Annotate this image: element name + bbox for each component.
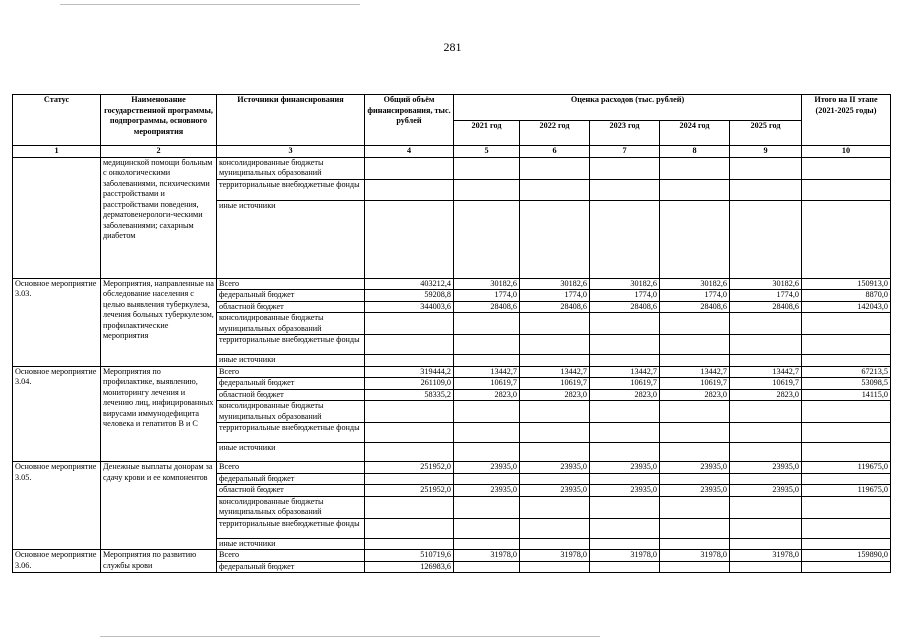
total-value-cell xyxy=(365,355,454,367)
scan-artifact xyxy=(100,636,600,637)
year-value-cell xyxy=(590,538,660,550)
year-value-cell xyxy=(454,401,520,423)
year-value-cell: 23935,0 xyxy=(454,485,520,497)
header-stage-total: Итого на II этапе (2021-2025 годы) xyxy=(802,95,891,146)
year-value-cell xyxy=(660,179,730,200)
budget-table xyxy=(12,94,891,573)
stage-total-cell xyxy=(802,443,891,462)
status-cell xyxy=(13,157,101,278)
year-value-cell xyxy=(454,179,520,200)
year-value-cell: 28408,6 xyxy=(454,301,520,313)
activity-name-cell: Мероприятия, направленные на обследование населения с целью выявления туберкулеза, лечения больных туберкулезом, профилактические мероприятия xyxy=(101,278,217,366)
year-value-cell xyxy=(454,561,520,573)
year-value-cell xyxy=(730,157,802,179)
stage-total-cell: 159890,0 xyxy=(802,550,891,562)
year-value-cell: 31978,0 xyxy=(590,550,660,562)
year-value-cell xyxy=(660,473,730,485)
stage-total-cell: 119675,0 xyxy=(802,485,891,497)
col-number: 5 xyxy=(454,146,520,158)
year-value-cell xyxy=(590,423,660,443)
year-value-cell xyxy=(590,473,660,485)
year-value-cell xyxy=(454,355,520,367)
header-sources: Источники финансирования xyxy=(217,95,365,146)
stage-total-cell: 150913,0 xyxy=(802,278,891,290)
total-value-cell xyxy=(365,335,454,355)
source-cell: федеральный бюджет xyxy=(217,473,365,485)
status-cell: Основное мероприятие 3.04. xyxy=(13,366,101,462)
col-number: 9 xyxy=(730,146,802,158)
total-value-cell xyxy=(365,423,454,443)
year-value-cell xyxy=(454,443,520,462)
year-value-cell: 23935,0 xyxy=(590,485,660,497)
total-value-cell xyxy=(365,157,454,179)
year-value-cell xyxy=(590,518,660,538)
year-value-cell xyxy=(520,157,590,179)
year-value-cell xyxy=(730,335,802,355)
stage-total-cell xyxy=(802,518,891,538)
stage-total-cell xyxy=(802,473,891,485)
year-value-cell xyxy=(590,200,660,278)
year-value-cell: 23935,0 xyxy=(660,485,730,497)
year-value-cell: 28408,6 xyxy=(730,301,802,313)
year-value-cell xyxy=(660,518,730,538)
year-value-cell xyxy=(660,443,730,462)
year-value-cell xyxy=(730,538,802,550)
column-number-row xyxy=(13,146,891,158)
year-value-cell xyxy=(520,313,590,335)
source-cell: Всего xyxy=(217,278,365,290)
year-value-cell: 2823,0 xyxy=(730,389,802,401)
year-value-cell: 13442,7 xyxy=(520,366,590,378)
year-value-cell xyxy=(590,443,660,462)
year-value-cell: 28408,6 xyxy=(660,301,730,313)
year-value-cell: 2823,0 xyxy=(590,389,660,401)
year-value-cell xyxy=(520,423,590,443)
stage-total-cell: 67213,5 xyxy=(802,366,891,378)
source-cell: иные источники xyxy=(217,355,365,367)
total-value-cell xyxy=(365,518,454,538)
activity-name-cell: Мероприятия по профилактике, выявлению, мониторингу лечения и лечению лиц, инфицированных вирусами иммунодефицита человека и гепатитов В и С xyxy=(101,366,217,462)
header-estimate: Оценка расходов (тыс. рублей) xyxy=(454,95,802,121)
scan-artifact xyxy=(60,4,360,5)
year-value-cell xyxy=(590,179,660,200)
year-value-cell xyxy=(660,423,730,443)
year-value-cell xyxy=(730,443,802,462)
total-value-cell xyxy=(365,443,454,462)
year-value-cell: 28408,6 xyxy=(520,301,590,313)
year-value-cell xyxy=(660,335,730,355)
col-number: 8 xyxy=(660,146,730,158)
source-cell: консолидированные бюджеты муниципальных образований xyxy=(217,496,365,518)
stage-total-cell xyxy=(802,313,891,335)
year-value-cell: 10619,7 xyxy=(660,378,730,390)
stage-total-cell xyxy=(802,157,891,179)
year-value-cell: 1774,0 xyxy=(730,290,802,302)
source-cell: Всего xyxy=(217,366,365,378)
year-value-cell xyxy=(520,179,590,200)
total-value-cell xyxy=(365,473,454,485)
stage-total-cell xyxy=(802,538,891,550)
year-value-cell xyxy=(730,401,802,423)
source-cell: Всего xyxy=(217,462,365,474)
source-cell: иные источники xyxy=(217,443,365,462)
source-cell: федеральный бюджет xyxy=(217,378,365,390)
year-value-cell xyxy=(660,496,730,518)
col-number: 6 xyxy=(520,146,590,158)
source-cell: Всего xyxy=(217,550,365,562)
table-row xyxy=(13,462,891,474)
year-value-cell: 1774,0 xyxy=(590,290,660,302)
year-value-cell: 23935,0 xyxy=(590,462,660,474)
col-number: 10 xyxy=(802,146,891,158)
source-cell: территориальные внебюджетные фонды xyxy=(217,518,365,538)
year-value-cell xyxy=(590,335,660,355)
total-value-cell: 403212,4 xyxy=(365,278,454,290)
source-cell: территориальные внебюджетные фонды xyxy=(217,335,365,355)
year-value-cell xyxy=(454,496,520,518)
table-body xyxy=(13,157,891,573)
total-value-cell: 510719,6 xyxy=(365,550,454,562)
year-value-cell: 13442,7 xyxy=(660,366,730,378)
year-value-cell: 31978,0 xyxy=(454,550,520,562)
year-value-cell: 30182,6 xyxy=(660,278,730,290)
source-cell: иные источники xyxy=(217,538,365,550)
year-value-cell xyxy=(454,313,520,335)
year-value-cell: 31978,0 xyxy=(730,550,802,562)
header-year: 2023 год xyxy=(590,120,660,146)
stage-total-cell: 14115,0 xyxy=(802,389,891,401)
year-value-cell xyxy=(590,157,660,179)
year-value-cell xyxy=(730,518,802,538)
year-value-cell: 28408,6 xyxy=(590,301,660,313)
header-year: 2025 год xyxy=(730,120,802,146)
stage-total-cell xyxy=(802,423,891,443)
stage-total-cell xyxy=(802,401,891,423)
source-cell: федеральный бюджет xyxy=(217,561,365,573)
source-cell: территориальные внебюджетные фонды xyxy=(217,423,365,443)
activity-name-cell: Денежные выплаты донорам за сдачу крови и ее компонентов xyxy=(101,462,217,550)
header-year: 2021 год xyxy=(454,120,520,146)
table-row xyxy=(13,278,891,290)
year-value-cell xyxy=(454,335,520,355)
source-cell: консолидированные бюджеты муниципальных образований xyxy=(217,401,365,423)
year-value-cell xyxy=(660,355,730,367)
status-cell: Основное мероприятие 3.06. xyxy=(13,550,101,573)
year-value-cell xyxy=(520,443,590,462)
year-value-cell xyxy=(730,473,802,485)
year-value-cell xyxy=(660,401,730,423)
total-value-cell xyxy=(365,401,454,423)
source-cell: консолидированные бюджеты муниципальных образований xyxy=(217,313,365,335)
year-value-cell xyxy=(730,355,802,367)
year-value-cell: 23935,0 xyxy=(730,485,802,497)
year-value-cell xyxy=(454,423,520,443)
stage-total-cell: 119675,0 xyxy=(802,462,891,474)
year-value-cell: 2823,0 xyxy=(520,389,590,401)
col-number: 2 xyxy=(101,146,217,158)
source-cell: консолидированные бюджеты муниципальных образований xyxy=(217,157,365,179)
year-value-cell: 1774,0 xyxy=(660,290,730,302)
year-value-cell: 31978,0 xyxy=(660,550,730,562)
col-number: 1 xyxy=(13,146,101,158)
activity-name-cell: Мероприятия по развитию службы крови xyxy=(101,550,217,573)
year-value-cell xyxy=(520,401,590,423)
year-value-cell xyxy=(520,200,590,278)
year-value-cell: 30182,6 xyxy=(454,278,520,290)
page-number: 281 xyxy=(443,40,462,54)
year-value-cell xyxy=(520,518,590,538)
year-value-cell: 10619,7 xyxy=(730,378,802,390)
total-value-cell xyxy=(365,313,454,335)
year-value-cell: 23935,0 xyxy=(520,485,590,497)
header-year: 2022 год xyxy=(520,120,590,146)
col-number: 3 xyxy=(217,146,365,158)
year-value-cell: 13442,7 xyxy=(730,366,802,378)
col-number: 4 xyxy=(365,146,454,158)
year-value-cell xyxy=(454,200,520,278)
total-value-cell: 344003,6 xyxy=(365,301,454,313)
year-value-cell: 23935,0 xyxy=(730,462,802,474)
stage-total-cell xyxy=(802,200,891,278)
source-cell: областной бюджет xyxy=(217,389,365,401)
year-value-cell xyxy=(454,518,520,538)
year-value-cell: 13442,7 xyxy=(454,366,520,378)
year-value-cell: 10619,7 xyxy=(454,378,520,390)
year-value-cell xyxy=(730,496,802,518)
year-value-cell xyxy=(730,561,802,573)
year-value-cell: 23935,0 xyxy=(520,462,590,474)
total-value-cell: 59208,8 xyxy=(365,290,454,302)
stage-total-cell xyxy=(802,179,891,200)
year-value-cell xyxy=(520,496,590,518)
year-value-cell xyxy=(590,561,660,573)
total-value-cell: 251952,0 xyxy=(365,462,454,474)
year-value-cell: 30182,6 xyxy=(730,278,802,290)
header-status: Статус xyxy=(13,95,101,146)
table-row xyxy=(13,366,891,378)
total-value-cell: 319444,2 xyxy=(365,366,454,378)
total-value-cell: 126983,6 xyxy=(365,561,454,573)
year-value-cell xyxy=(454,473,520,485)
year-value-cell: 23935,0 xyxy=(454,462,520,474)
total-value-cell xyxy=(365,496,454,518)
source-cell: территориальные внебюджетные фонды xyxy=(217,179,365,200)
stage-total-cell: 142043,0 xyxy=(802,301,891,313)
total-value-cell: 58335,2 xyxy=(365,389,454,401)
year-value-cell xyxy=(730,423,802,443)
stage-total-cell: 8870,0 xyxy=(802,290,891,302)
stage-total-cell xyxy=(802,355,891,367)
stage-total-cell: 53098,5 xyxy=(802,378,891,390)
year-value-cell xyxy=(520,355,590,367)
header-total: Общий объём финансирования, тыс. рублей xyxy=(365,95,454,146)
year-value-cell xyxy=(590,496,660,518)
year-value-cell: 2823,0 xyxy=(660,389,730,401)
year-value-cell xyxy=(660,157,730,179)
total-value-cell xyxy=(365,179,454,200)
year-value-cell xyxy=(454,157,520,179)
stage-total-cell xyxy=(802,496,891,518)
total-value-cell xyxy=(365,538,454,550)
year-value-cell xyxy=(454,538,520,550)
year-value-cell xyxy=(590,313,660,335)
year-value-cell: 30182,6 xyxy=(520,278,590,290)
stage-total-cell xyxy=(802,335,891,355)
year-value-cell: 10619,7 xyxy=(520,378,590,390)
year-value-cell xyxy=(730,313,802,335)
status-cell: Основное мероприятие 3.05. xyxy=(13,462,101,550)
col-number: 7 xyxy=(590,146,660,158)
source-cell: областной бюджет xyxy=(217,485,365,497)
total-value-cell xyxy=(365,200,454,278)
activity-name-cell: медицинской помощи больным с онкологическими заболеваниями, психическими расстройствами и расстройствами поведения, дерматовенерологи-ческими заболеваниями; сахарным диабетом xyxy=(101,157,217,278)
source-cell: иные источники xyxy=(217,200,365,278)
year-value-cell xyxy=(730,200,802,278)
header-name: Наименование государственной программы, подпрограммы, основного мероприятия xyxy=(101,95,217,146)
year-value-cell xyxy=(730,179,802,200)
table-row xyxy=(13,157,891,179)
year-value-cell xyxy=(520,335,590,355)
source-cell: федеральный бюджет xyxy=(217,290,365,302)
year-value-cell xyxy=(520,473,590,485)
year-value-cell xyxy=(660,561,730,573)
year-value-cell xyxy=(660,313,730,335)
year-value-cell: 1774,0 xyxy=(454,290,520,302)
stage-total-cell xyxy=(802,561,891,573)
year-value-cell: 2823,0 xyxy=(454,389,520,401)
year-value-cell xyxy=(660,200,730,278)
total-value-cell: 251952,0 xyxy=(365,485,454,497)
total-value-cell: 261109,0 xyxy=(365,378,454,390)
year-value-cell xyxy=(660,538,730,550)
year-value-cell: 30182,6 xyxy=(590,278,660,290)
year-value-cell: 13442,7 xyxy=(590,366,660,378)
year-value-cell xyxy=(590,401,660,423)
status-cell: Основное мероприятие 3.03. xyxy=(13,278,101,366)
year-value-cell: 31978,0 xyxy=(520,550,590,562)
header-year: 2024 год xyxy=(660,120,730,146)
source-cell: областной бюджет xyxy=(217,301,365,313)
year-value-cell xyxy=(520,538,590,550)
year-value-cell: 1774,0 xyxy=(520,290,590,302)
year-value-cell xyxy=(590,355,660,367)
year-value-cell xyxy=(520,561,590,573)
year-value-cell: 23935,0 xyxy=(660,462,730,474)
year-value-cell: 10619,7 xyxy=(590,378,660,390)
table-row xyxy=(13,550,891,562)
